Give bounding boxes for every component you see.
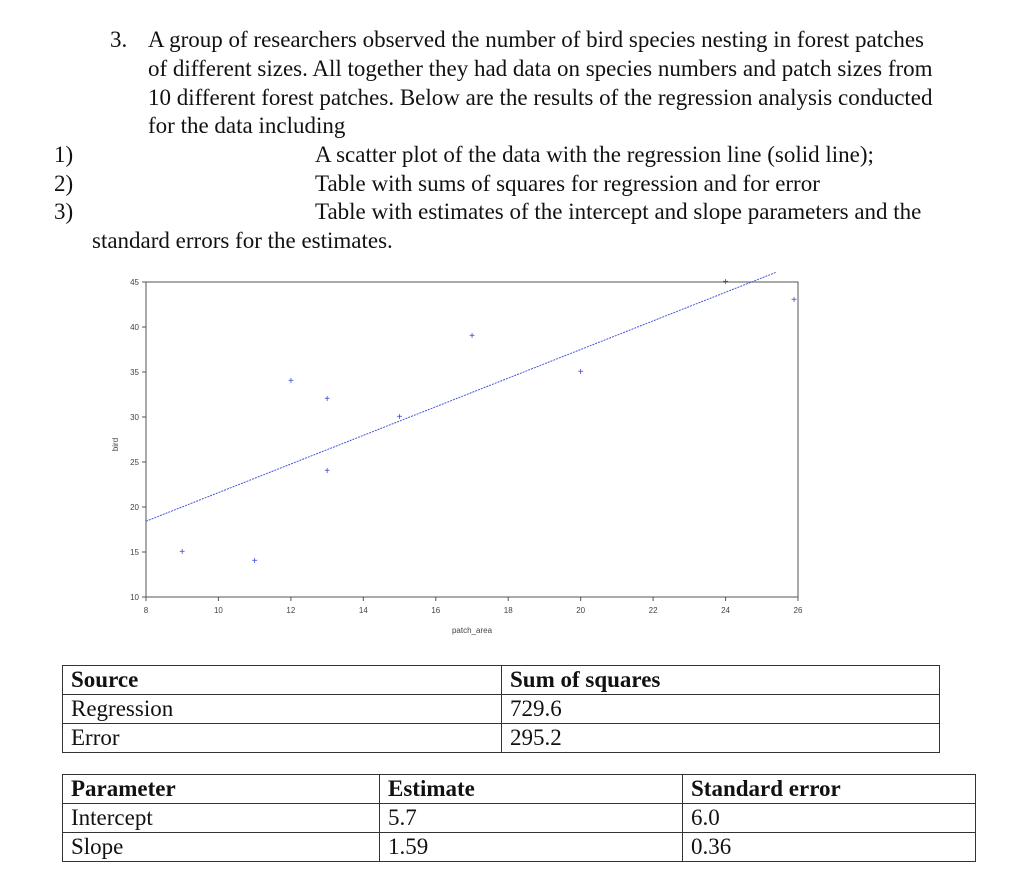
data-point: + <box>287 376 294 387</box>
x-tick-label: 20 <box>576 606 586 615</box>
question-tail: standard errors for the estimates. <box>92 228 393 253</box>
header-parameter: Parameter <box>63 775 380 804</box>
cell-se-slope: 0.36 <box>683 833 976 862</box>
cell-se-intercept: 6.0 <box>683 804 976 833</box>
scatter-plot <box>100 270 810 645</box>
list-text-2: Table with sums of squares for regression and for error <box>315 171 820 196</box>
y-tick-label: 35 <box>130 368 139 377</box>
x-tick-label: 16 <box>431 606 441 615</box>
table-row <box>63 833 976 862</box>
y-tick-label: 30 <box>130 413 139 422</box>
y-tick-label: 25 <box>130 458 139 467</box>
cell-ss-regression: 729.6 <box>502 695 940 724</box>
plot-frame <box>146 282 798 597</box>
table-header-row <box>63 666 940 695</box>
header-standard-error: Standard error <box>683 775 976 804</box>
list-text-3: Table with estimates of the intercept and slope parameters and the <box>315 199 922 224</box>
x-tick-label: 22 <box>648 606 658 615</box>
data-point: + <box>251 556 258 567</box>
cell-source-error: Error <box>63 724 502 753</box>
y-tick-label: 20 <box>130 503 139 512</box>
x-tick-label: 24 <box>721 606 731 615</box>
cell-estimate-intercept: 5.7 <box>380 804 683 833</box>
y-tick-label: 15 <box>130 548 139 557</box>
cell-ss-error: 295.2 <box>502 724 940 753</box>
question-number: 3. <box>110 27 128 52</box>
header-estimate: Estimate <box>380 775 683 804</box>
x-tick-label: 26 <box>793 606 803 615</box>
data-point: + <box>324 466 331 477</box>
question-line-1: A group of researchers observed the number of bird species nesting in forest patches <box>148 27 925 52</box>
x-tick-label: 18 <box>503 606 513 615</box>
y-axis-label: bird <box>111 437 120 452</box>
header-source: Source <box>63 666 502 695</box>
x-tick-label: 14 <box>358 606 368 615</box>
list-number-1: 1) <box>54 142 74 167</box>
question-line-4: for the data including <box>148 113 346 138</box>
header-sum-of-squares: Sum of squares <box>502 666 940 695</box>
table-header-row <box>63 775 976 804</box>
list-number-2: 2) <box>54 171 74 196</box>
data-point: + <box>722 277 729 288</box>
data-point: + <box>469 331 475 342</box>
x-tick-label: 10 <box>213 606 223 615</box>
data-point: + <box>324 394 331 405</box>
x-tick-label: 8 <box>143 606 149 615</box>
y-tick-label: 40 <box>130 323 139 332</box>
data-point: + <box>577 367 584 378</box>
parameter-table <box>62 774 976 862</box>
data-point: + <box>396 412 403 423</box>
x-tick-label: 12 <box>286 606 296 615</box>
table-row <box>63 695 940 724</box>
sum-of-squares-table <box>62 665 940 753</box>
list-number-3: 3) <box>54 199 74 224</box>
cell-parameter-intercept: Intercept <box>63 804 380 833</box>
question-line-3: 10 different forest patches. Below are the results of the regression analysis conducted <box>148 85 933 110</box>
table-row <box>63 804 976 833</box>
regression-line <box>146 272 776 521</box>
list-text-1: A scatter plot of the data with the regression line (solid line); <box>315 142 874 167</box>
x-axis-label: patch_area <box>451 626 493 635</box>
cell-parameter-slope: Slope <box>63 833 380 862</box>
y-tick-label: 10 <box>130 593 139 602</box>
data-point: + <box>791 295 797 306</box>
cell-estimate-slope: 1.59 <box>380 833 683 862</box>
table-row <box>63 724 940 753</box>
data-point: + <box>179 547 186 558</box>
cell-source-regression: Regression <box>63 695 502 724</box>
y-tick-label: 45 <box>130 278 139 287</box>
question-line-2: of different sizes. All together they had data on species numbers and patch sizes from <box>148 56 933 81</box>
